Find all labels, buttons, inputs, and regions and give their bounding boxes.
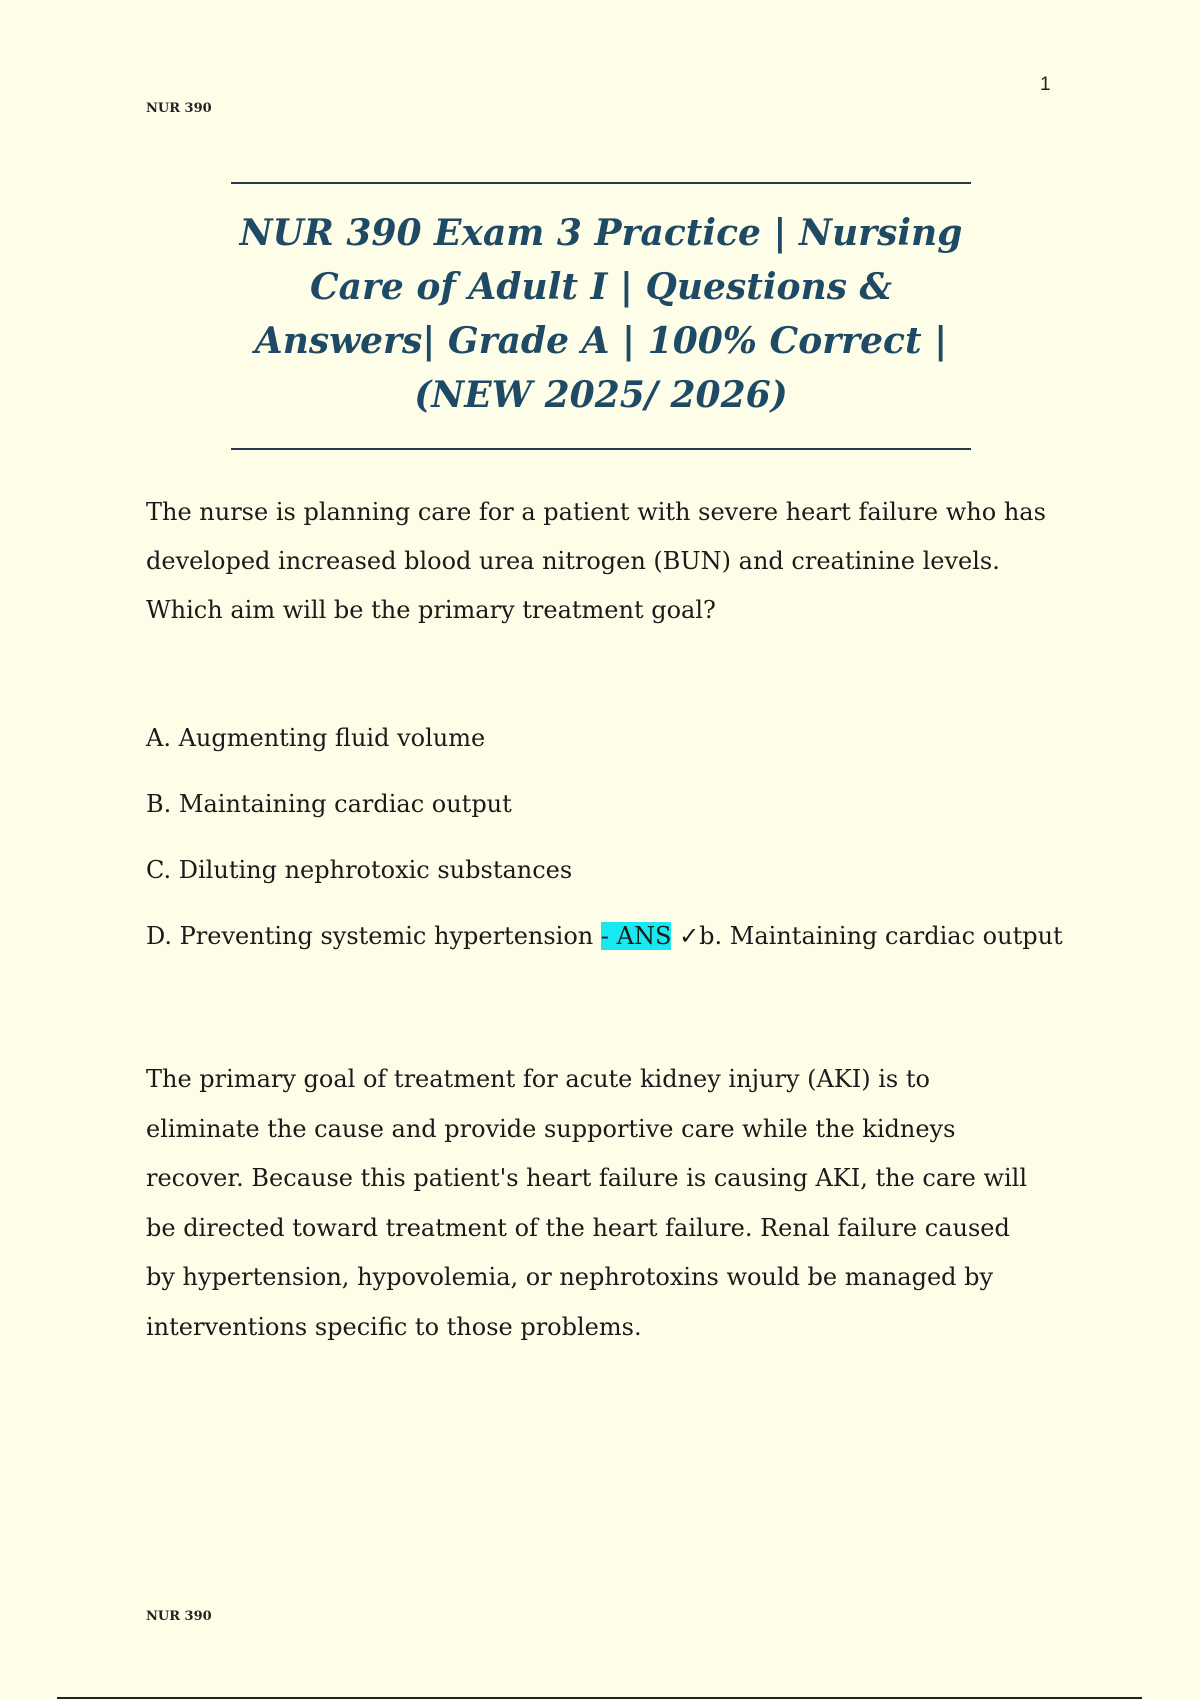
option-a <box>146 718 1106 784</box>
option-b <box>146 784 1106 850</box>
document-title: NUR 390 Exam 3 Practice | Nursing Care of Adult I | Questions & Answers| Grade A | 100% Correct | (NEW 2025/ 2026) <box>239 212 963 416</box>
option-c-label: C. Diluting nephrotoxic substances <box>146 856 573 884</box>
option-d <box>146 916 1106 982</box>
question-text: The nurse is planning care for a patient with severe heart failure who has developed increased blood urea nitrogen (BUN) and creatinine levels. Which aim will be the primary treatment goal? <box>146 498 1046 624</box>
page-number: 1 <box>1040 74 1051 95</box>
title-block <box>231 182 971 450</box>
correct-answer: ✓b. Maintaining cardiac output <box>679 922 1063 950</box>
footer-label: NUR 390 <box>146 1609 212 1624</box>
answer-options <box>146 718 1106 982</box>
footer-rule <box>57 1697 1142 1699</box>
option-c <box>146 850 1106 916</box>
option-d-label: D. Preventing systemic hypertension <box>146 922 594 950</box>
answer-marker: - ANS <box>600 922 672 950</box>
title-top-rule <box>231 182 971 184</box>
header-label: NUR 390 <box>146 101 212 116</box>
title-bottom-rule <box>231 448 971 450</box>
option-b-label: B. Maintaining cardiac output <box>146 790 512 818</box>
option-a-label: A. Augmenting fluid volume <box>146 724 486 752</box>
answer-explanation: The primary goal of treatment for acute kidney injury (AKI) is to eliminate the cause and provide supportive care while the kidneys recover. Because this patient's heart failure is causing AKI, the care will be directed toward treatment of the heart failure. Renal failure caused by hypertension, hypovolemia, or nephrotoxins would be managed by interventions specific to those problems. <box>146 1065 1028 1341</box>
